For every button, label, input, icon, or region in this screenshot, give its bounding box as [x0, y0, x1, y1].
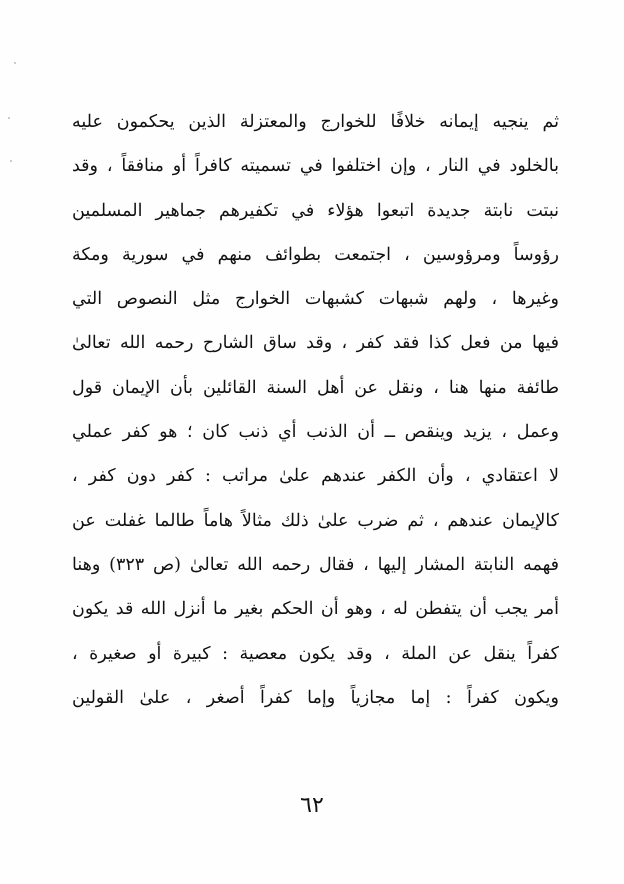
text-line: فيها من فعل كذا فقد كفر ، وقد ساق الشارح رحمه الله تعالىٰ	[72, 333, 559, 354]
page-number: ٦٢	[300, 793, 324, 818]
text-line: نبتت نابتة جديدة اتبعوا هؤلاء في تكفيرهم جماهير المسلمين	[72, 200, 559, 221]
margin-speck	[8, 117, 10, 119]
text-line: ثم ينجيه إيمانه خلافًا للخوارج والمعتزلة الذين يحكمون عليه	[72, 112, 559, 132]
text-line: وغيرها ، ولهم شبهات كشبهات الخوارج مثل النصوص التي	[72, 289, 559, 310]
text-line: طائفة منها هنا ، ونقل عن أهل السنة القائلين بأن الإيمان قول	[72, 377, 559, 398]
text-line: كفراً ينقل عن الملة ، وقد يكون معصية : كبيرة أو صغيرة ،	[72, 643, 559, 664]
margin-speck	[14, 62, 16, 64]
text-line: بالخلود في النار ، وإن اختلفوا في تسميته كافراً أو منافقاً ، وقد	[72, 156, 559, 177]
text-line: كالإيمان عندهم ، ثم ضرب علىٰ ذلك مثالاً هاماً طالما غفلت عن	[72, 510, 559, 531]
text-line: رؤوساً ومرؤوسين ، اجتمعت بطوائف منهم في سورية ومكة	[72, 244, 559, 265]
text-line: أمر يجب أن يتفطن له ، وهو أن الحكم بغير ما أنزل الله قد يكون	[72, 599, 559, 620]
body-text	[72, 100, 559, 720]
margin-speck	[10, 160, 12, 162]
text-line: وعمل ، يزيد وينقص ــ أن الذنب أي ذنب كان ؛ هو كفر عملي	[72, 422, 559, 443]
text-line: ويكون كفراً : إما مجازياً وإما كفراً أصغر ، علىٰ القولين	[72, 687, 559, 708]
text-line: لا اعتقادي ، وأن الكفر عندهم علىٰ مراتب : كفر دون كفر ،	[72, 466, 559, 487]
text-line: فهمه النابتة المشار إليها ، فقال رحمه الله تعالىٰ (ص ٣٢٣) وهنا	[72, 554, 559, 575]
